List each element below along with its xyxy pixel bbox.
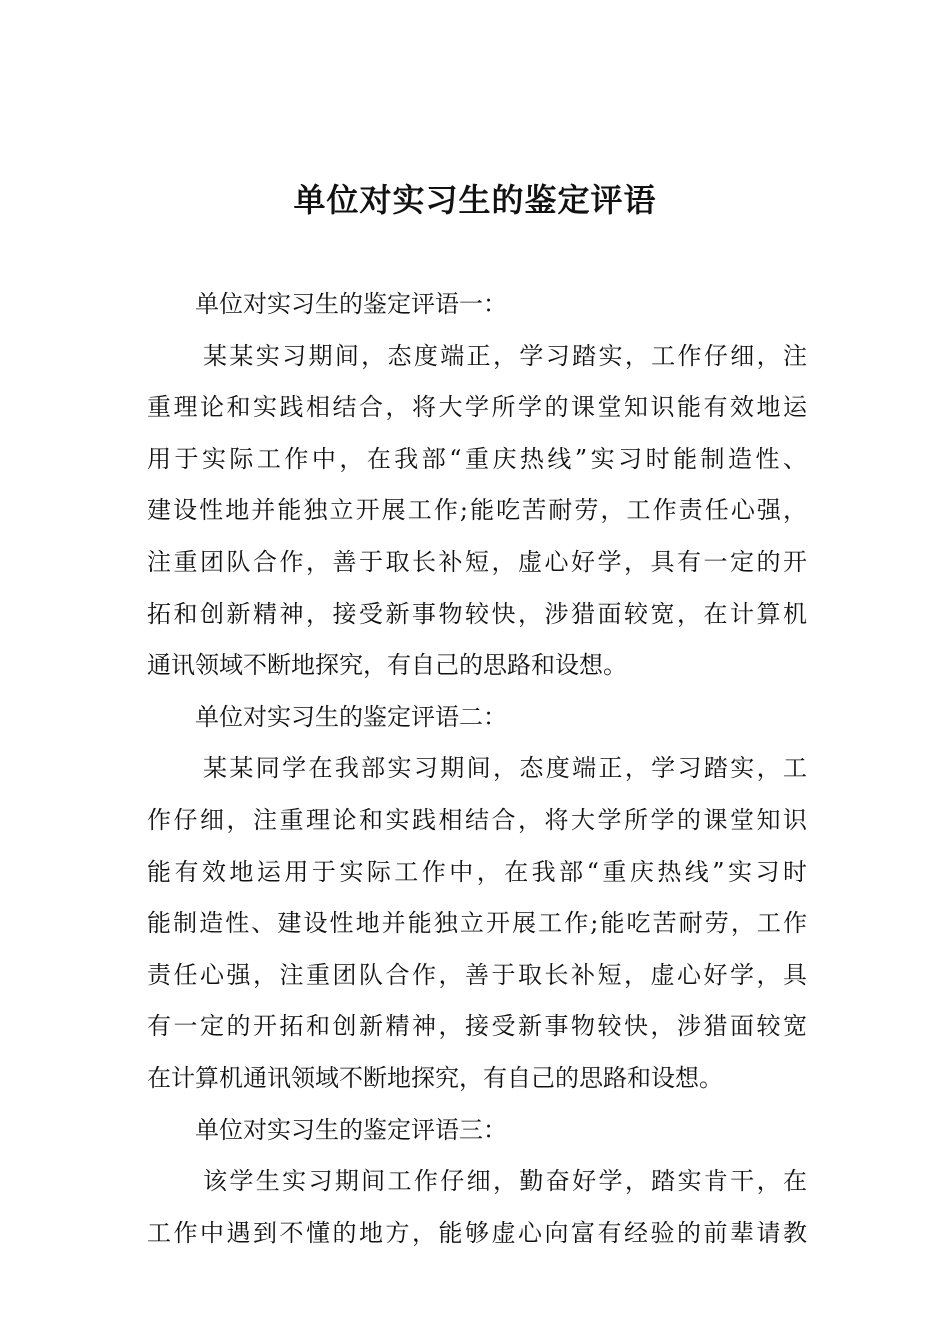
document-body: [147, 292, 807, 1272]
paragraph-line: 能制造性、建设性地并能独立开展工作;能吃苦耐劳，工作: [147, 909, 807, 938]
document-title: 单位对实习生的鉴定评语: [293, 181, 657, 219]
paragraph-line: 通讯领域不断地探究，有自己的思路和设想。: [147, 651, 627, 680]
section-heading: 单位对实习生的鉴定评语一：: [195, 290, 507, 318]
paragraph-line: 有一定的开拓和创新精神，接受新事物较快，涉猎面较宽: [147, 1012, 807, 1041]
paragraph-line: 工作中遇到不懂的地方，能够虚心向富有经验的前辈请教: [147, 1218, 807, 1247]
section-heading: 单位对实习生的鉴定评语三：: [195, 1115, 507, 1144]
paragraph-line: 能有效地运用于实际工作中，在我部“重庆热线”实习时: [147, 857, 807, 886]
paragraph-line: 作仔细，注重理论和实践相结合，将大学所学的课堂知识: [147, 805, 807, 834]
paragraph-line: 某某实习期间，态度端正，学习踏实，工作仔细，注: [203, 341, 807, 370]
paragraph-line: 在计算机通讯领域不断地探究，有自己的思路和设想。: [147, 1063, 723, 1092]
paragraph-line: 注重团队合作，善于取长补短，虚心好学，具有一定的开: [147, 547, 807, 576]
paragraph-line: 重理论和实践相结合，将大学所学的课堂知识能有效地运: [147, 393, 807, 422]
section-heading: 单位对实习生的鉴定评语二：: [195, 702, 507, 731]
paragraph-line: 责任心强，注重团队合作，善于取长补短，虚心好学，具: [147, 960, 807, 989]
paragraph-line: 该学生实习期间工作仔细，勤奋好学，踏实肯干，在: [203, 1167, 807, 1196]
paragraph-line: 拓和创新精神，接受新事物较快，涉猎面较宽，在计算机: [147, 599, 807, 628]
paragraph-line: 建设性地并能独立开展工作;能吃苦耐劳，工作责任心强，: [147, 496, 807, 525]
paragraph-line: 用于实际工作中，在我部“重庆热线”实习时能制造性、: [147, 444, 807, 473]
paragraph-line: 某某同学在我部实习期间，态度端正，学习踏实，工: [203, 754, 807, 783]
